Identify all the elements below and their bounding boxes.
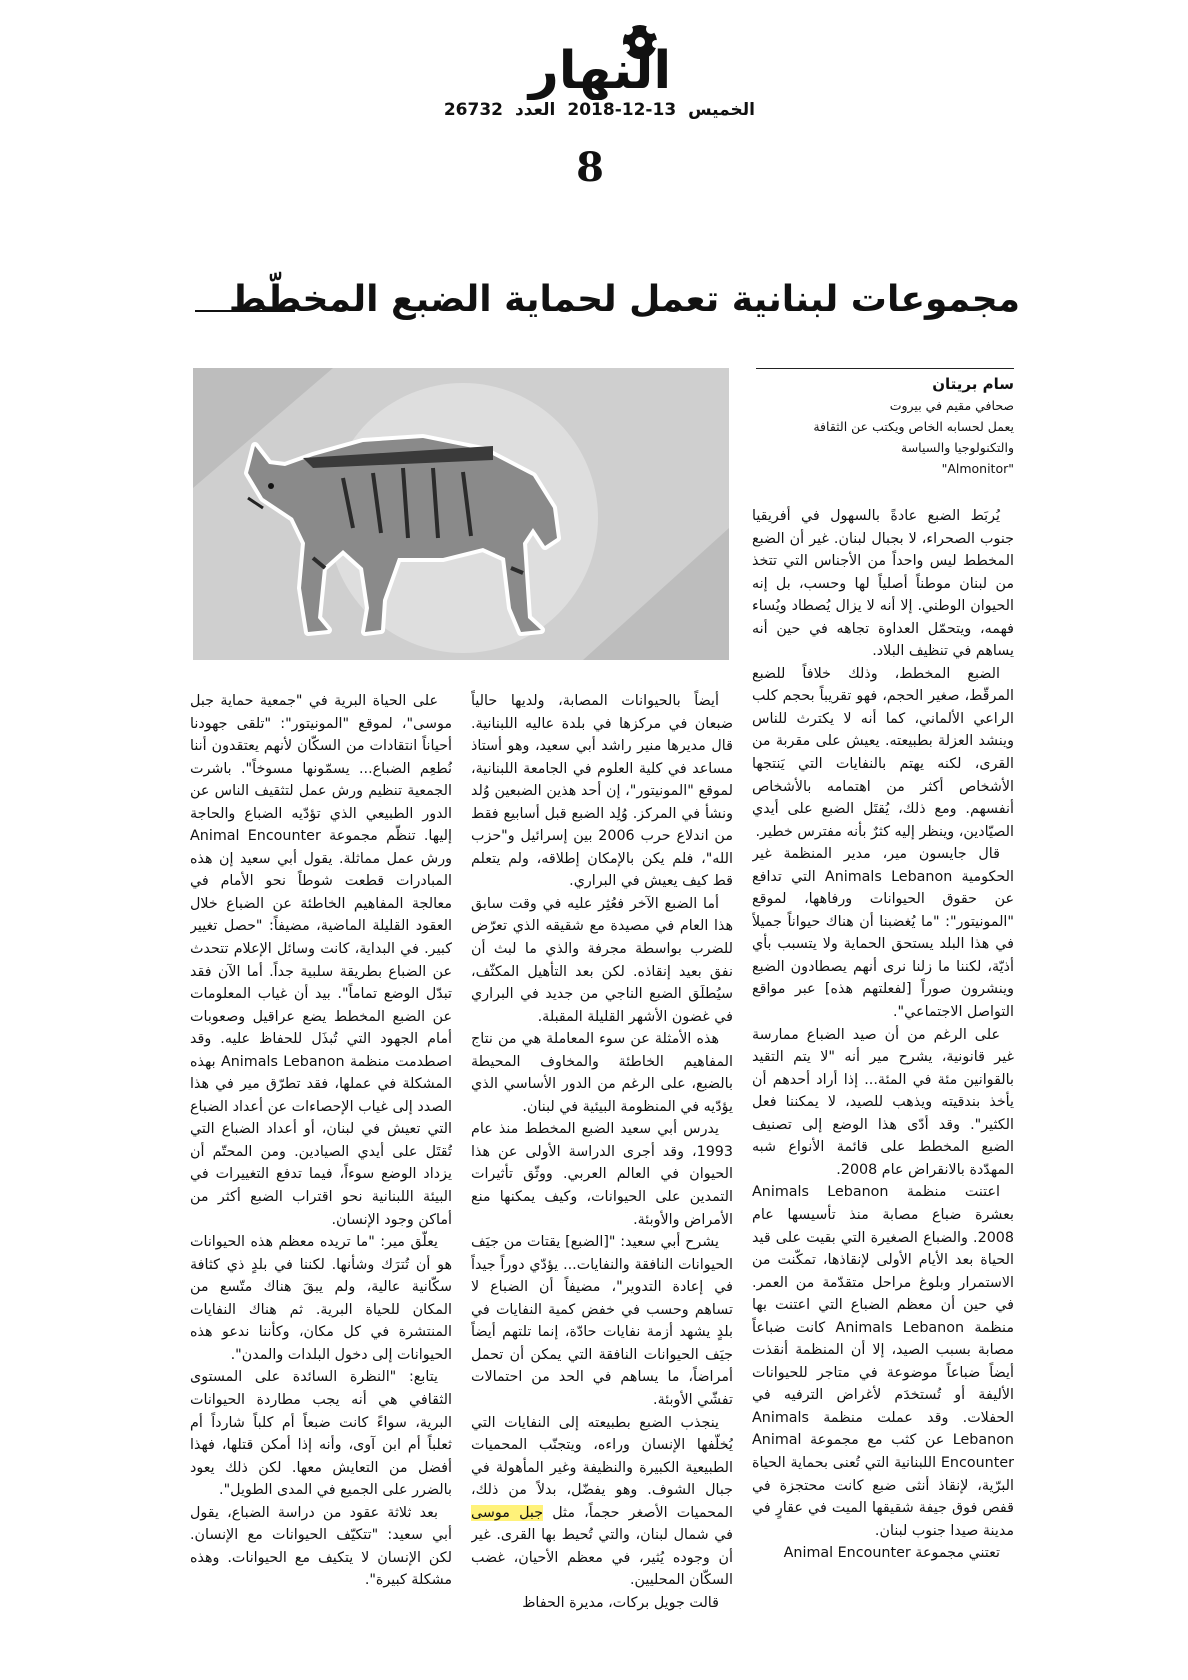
article-paragraph: بعد ثلاثة عقود من دراسة الضباع، يقول أبي سعيد: "تتكيّف الحيوانات مع الإنسان. لكن الإنسان لا يتكيف مع الحيوانات. وهذه مشكلة كبيرة".	[190, 1504, 452, 1589]
source-credit: "Almonitor"	[941, 461, 1014, 476]
masthead-title: النهار	[528, 41, 672, 100]
article-headline: مجموعات لبنانية تعمل لحماية الضبع المخطّط	[228, 279, 1020, 320]
article-column-2	[471, 690, 733, 1612]
author-bio-line: والتكنولوجيا والسياسة	[901, 440, 1014, 455]
article-paragraph	[471, 1412, 733, 1592]
article-paragraph: قالت جويل بركات، مديرة الحفاظ	[522, 1594, 719, 1611]
article-text: ينجذب الضبع بطبيعته إلى النفايات التي يُخلّفها الإنسان وراءه، ويتجنّب المحميات الطبيعية الكبيرة والنظيفة وغير المأهولة في جبال الشوف. وهو يفضّل، بدلاً من ذلك، المحميات الأصغر حجماً، مثل	[471, 1414, 733, 1521]
article-paragraph: يدرس أبي سعيد الضبع المخطط منذ عام 1993، وقد أجرى الدراسة الأولى عن هذا الحيوان في العالم العربي. ووثّق تأثيرات التمدين على الحيوانات، وكيف يمكنها منع الأمراض والأوبئة.	[471, 1121, 733, 1228]
article-paragraph: أيضاً بالحيوانات المصابة، ولديها حالياً ضبعان في مركزها في بلدة عاليه اللبنانية. قال مديرها منير راشد أبي سعيد، وهو أستاذ مساعد في كلية العلوم في الجامعة اللبنانية، لموقع "المونيتور"، إن أحد هذين الضبعين وُلد ونشأ في المركز. وُلِد الضبع قبل أسابيع فقط من اندلاع حرب 2006 بين إسرائيل و"حزب الله"، فلم يكن بالإمكان إطلاقه، ولم يتعلم قط كيف يعيش في البراري.	[471, 693, 733, 890]
article-paragraph: على الرغم من أن صيد الضباع ممارسة غير قانونية، يشرح مير أنه "لا يتم التقيد بالقوانين مئة في المئة... إذا أراد أحدهم أن يأخذ بندقيته ويذهب للصيد، لا يمكننا فعل الكثير". وقد أدّى هذا الوضع إلى تصنيف الضبع المخطط على قائمة الأنواع شبه المهدّدة بالانقراض عام 2008.	[752, 1026, 1014, 1178]
article-paragraph: يشرح أبي سعيد: "[الضبع] يقتات من جيَف الحيوانات النافقة والنفايات... يؤدّي دوراً جيداً في إعادة التدوير"، مضيفاً أن الضباع لا تساهم وحسب في خفض كمية النفايات في بلدٍ يشهد أزمة نفايات حادّة، إنما تلتهم أيضاً جيَف الحيوانات النافقة التي يمكن أن تحمل أمراضاً، ما يساهم في الحد من احتمالات تفشّي الأوبئة.	[471, 1234, 733, 1408]
byline	[756, 363, 1014, 483]
issue-number-label: العدد	[515, 100, 556, 120]
article-paragraph: هذه الأمثلة عن سوء المعاملة هي من نتاج المفاهيم الخاطئة والمخاوف المحيطة بالضبع، على الرغم من الدور الأساسي الذي يؤدّيه في المنظومة البيئية في لبنان.	[471, 1031, 733, 1115]
article-paragraph: يتابع: "النظرة السائدة على المستوى الثقافي هي أنه يجب مطاردة الحيوانات البرية، سواءً كانت ضبعاً أم كلباً شارداً أم ثعلباً أم ابن آوى، وأنه إذا أمكن قتلها، فهذا أفضل من التعايش معها. لكن ذلك يعود بالضرر على الجميع في المدى الطويل".	[190, 1369, 452, 1499]
article-column-3	[190, 690, 452, 1640]
hyena-illustration-icon	[193, 368, 729, 660]
article-paragraph: يُربَط الضبع عادةً بالسهول في أفريقيا جنوب الصحراء، لا بجبال لبنان. غير أن الضبع المخطط ليس واحداً من الأجناس التي تتخذ من لبنان موطناً أصلياً لها وحسب، بل إنه الحيوان الوطني. إلا أنه لا يزال يُصطاد ويُساء فهمه، ويتحمّل العداوة تجاهه في حين أنه يساهم في تنظيف البلاد.	[752, 508, 1014, 660]
author-bio-line: صحافي مقيم في بيروت	[889, 398, 1014, 413]
page-number: 8	[576, 144, 604, 191]
article-paragraph: اعتنت منظمة Animals Lebanon بعشرة ضباع مصابة منذ تأسيسها عام 2008. والضباع الصغيرة التي بقيت على قيد الحياة بعد الأيام الأولى لإنقاذها، تمكّنت من الاستمرار وبلوغ مراحل متقدّمة من العمر. في حين أن معظم الضباع التي اعتنت بها منظمة Animals Lebanon كانت ضباعاً مصابة بسبب الصيد، إلا أن المنظمة أنقذت أيضاً ضباعاً موضوعة في متاجر للحيوانات الأليفة أو تُستخدَم لأغراض الترفيه في الحفلات. وقد عملت منظمة Animals Lebanon عن كثب مع مجموعة Animal Encounter اللبنانية التي تُعنى بحماية الحياة البرّية، لإنقاذ أنثى ضبع كانت محتجزة في قفص فوق جيفة شقيقها الميت في عقارٍ في مدينة صيدا جنوب لبنان.	[752, 1184, 1014, 1539]
article-text: في شمال لبنان، والتي تُحيط بها القرى. غير أن وجوده يُثير، في معظم الأحيان، غضب السكّان المحليين.	[471, 1527, 733, 1589]
newspaper-masthead	[450, 20, 750, 100]
highlighted-text: جبل موسى	[471, 1504, 544, 1521]
author-name: سام بريتان	[932, 375, 1014, 393]
article-paragraph: تعتني مجموعة Animal Encounter	[783, 1545, 1000, 1562]
article-paragraph: قال جايسون مير، مدير المنظمة غير الحكومية Animals Lebanon التي تدافع عن حقوق الحيوانات ورفاهها، لموقع "المونيتور": "ما يُغضبنا أن هناك حيواناً جميلاً في هذا البلد يستحق الحماية ولا يتسبب بأي أذيّة، لكننا ما زلنا نرى أنهم يصطادون الضبع وينشرون صوراً [لفعلتهم هذه] عبر مواقع التواصل الاجتماعي".	[752, 846, 1014, 1021]
annahar-logo-icon	[450, 20, 750, 100]
author-bio-line: يعمل لحسابه الخاص ويكتب عن الثقافة	[813, 419, 1014, 434]
article-paragraph: على الحياة البرية في "جمعية حماية جبل موسى"، لموقع "المونيتور": "تلقى جهودنا أحياناً انتقادات من السكّان لأنهم يعتقدون أننا نُطعِم الضباع... يسمّونها مسوخاً". باشرت الجمعية تنظيم ورش عمل لتثقيف الناس عن الدور الطبيعي الذي تؤدّيه الضباع والحاجة إليها. تنظّم مجموعة Animal Encounter ورش عمل مماثلة. يقول أبي سعيد إن هذه المبادرات قطعت شوطاً نحو الأمام في معالجة المفاهيم الخاطئة عن الضباع خلال العقود القليلة الماضية، مضيفاً: "حصل تغيير كبير. في البداية، كانت وسائل الإعلام تتحدث عن الضباع بطريقة سلبية جداً. أما الآن فقد تبدّل الوضع تماماً". بيد أن غياب المعلومات عن الضبع المخطط يضع عراقيل وصعوبات أمام الجهود التي تُبذَل للحفاظ عليه. وقد اصطدمت منظمة Animals Lebanon بهذه المشكلة في عملها، فقد تطرّق مير في هذا الصدد إلى غياب الإحصاءات عن أعداد الضباع التي تعيش في لبنان، أو أعداد الضباع التي تُقتَل على أيدي الصيادين. ومن المحتّم أن يزداد الوضع سوءاً، فيما تدفع التغييرات في البيئة اللبنانية نحو اقتراب الضبع أكثر من أماكن وجود الإنسان.	[190, 693, 452, 1228]
article-paragraph: أما الضبع الآخر فعُثِر عليه في وقت سابق هذا العام في مصيدة مع شقيقه الذي تعرّض للضرب بواسطة مجرفة والذي ما لبث أن نفق بعيد إنقاذه. لكن بعد التأهيل المكثّف، سيُطلَق الضبع الناجي من جديد في البراري في غضون الأشهر القليلة المقبلة.	[471, 895, 733, 1025]
article-paragraph: الضبع المخطط، وذلك خلافاً للضبع المرقّط، صغير الحجم، فهو تقريباً بحجم كلب الراعي الألماني، كما أنه لا يكترث للناس وينشد العزلة بطبيعته. يعيش على مقربة من القرى، لكنه يهتم بالنفايات التي يَنتجها الأشخاص أكثر من اهتمامه بالأشخاص أنفسهم. ومع ذلك، يُقتَل الضبع على أيدي الصيّادين، وينظر إليه كثرٌ بأنه مفترس خطير.	[752, 665, 1014, 840]
article-column-1	[752, 505, 1014, 1597]
article-photo	[193, 368, 729, 660]
issue-day: الخميس	[688, 100, 755, 120]
article-paragraph: يعلّق مير: "ما تريده معظم هذه الحيوانات هو أن تُترَك وشأنها. لكننا في بلدٍ ذي كثافة سكّانية عالية، ولم يبقَ هناك متّسع من المكان للحياة البرية. ثم هناك النفايات المنتشرة في كل مكان، وكأننا ندعو هذه الحيوانات إلى دخول البلدات والمدن".	[190, 1234, 452, 1363]
issue-line	[443, 100, 755, 124]
issue-date: 13-12-2018	[567, 100, 677, 120]
issue-number: 26732	[443, 100, 503, 120]
